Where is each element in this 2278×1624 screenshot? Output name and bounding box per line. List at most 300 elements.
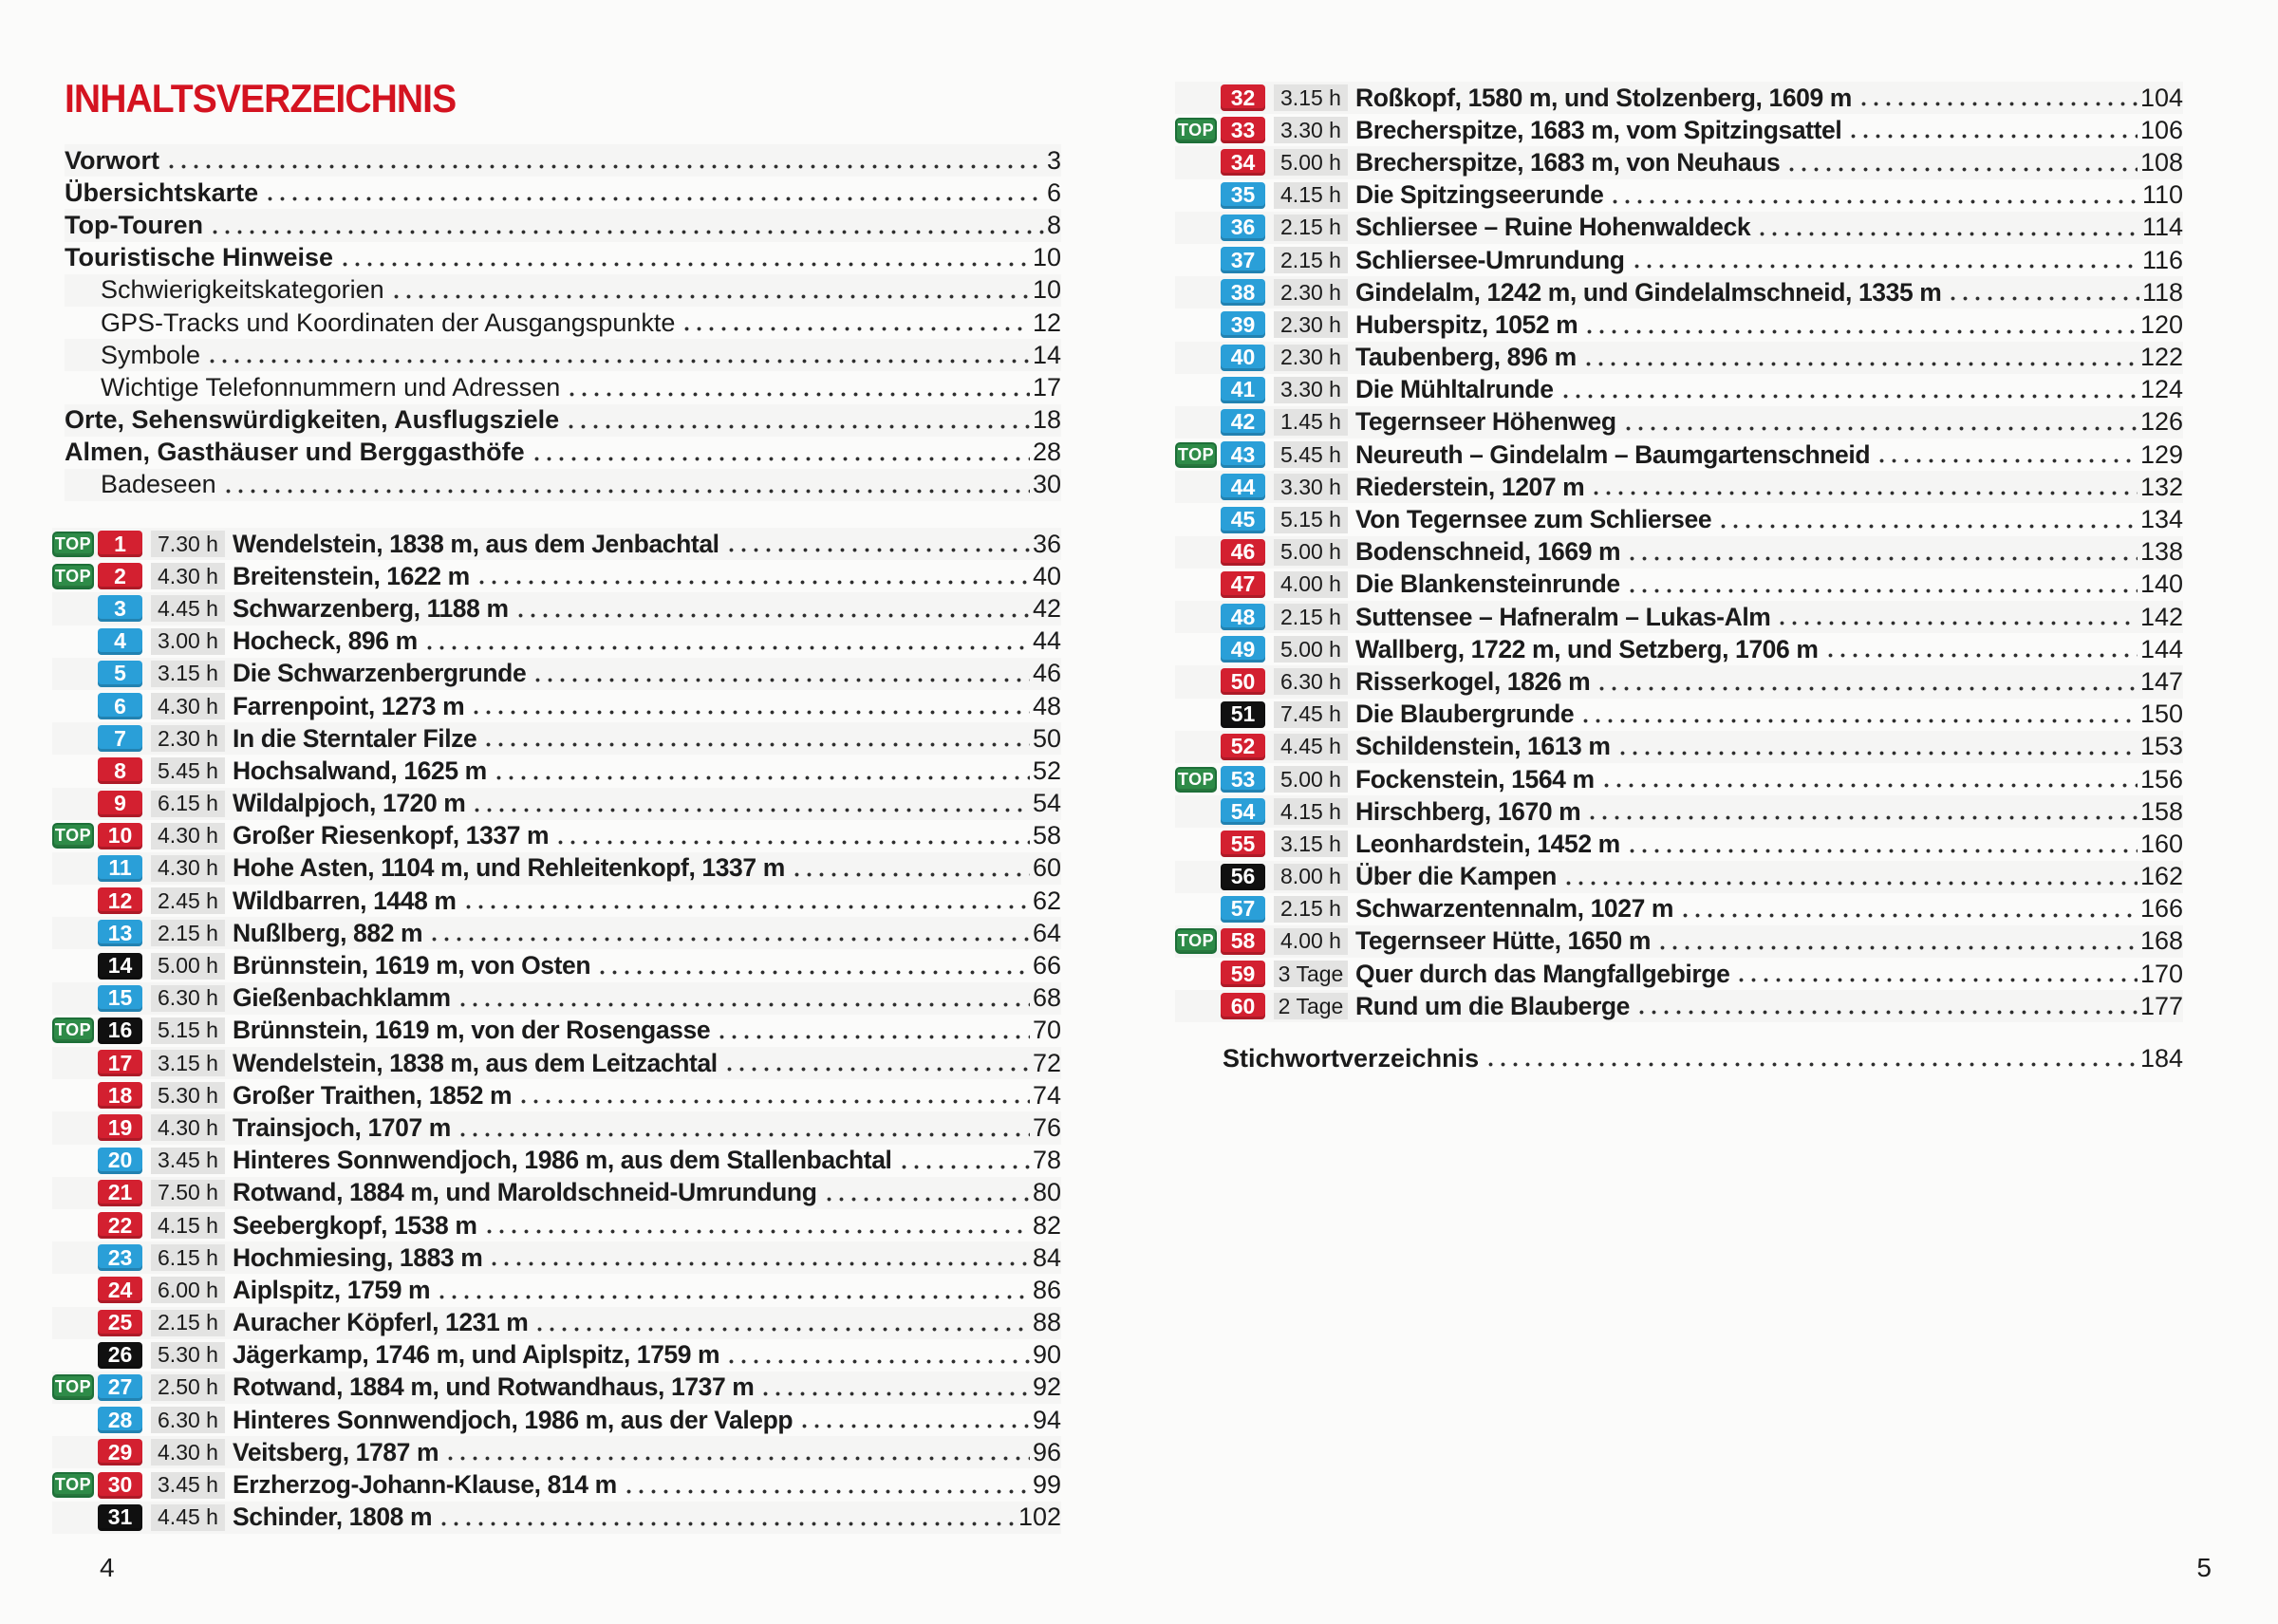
tour-page-number: 72 [1032, 1048, 1061, 1077]
tour-number-badge: 60 [1221, 993, 1265, 1019]
dotted-leader [209, 209, 1044, 241]
tour-page-number: 162 [2139, 862, 2183, 891]
tour-page-number: 90 [1032, 1340, 1061, 1370]
tour-duration: 5.30 h [151, 1342, 225, 1369]
dotted-leader [438, 1502, 1016, 1534]
tour-page-number: 116 [2141, 245, 2183, 274]
tour-number-badge: 40 [1221, 345, 1265, 371]
tour-duration: 4.30 h [151, 693, 225, 719]
dotted-leader [1776, 601, 2137, 633]
tour-number-badge: 41 [1221, 377, 1265, 403]
tour-page-number: 60 [1032, 853, 1061, 883]
tour-page-number: 92 [1032, 1372, 1061, 1402]
tour-row [52, 1111, 1061, 1144]
tour-duration: 4.30 h [151, 855, 225, 882]
tour-duration: 6.00 h [151, 1277, 225, 1303]
tour-number-badge: 56 [1221, 864, 1265, 890]
tour-number-badge: 12 [98, 887, 142, 914]
tour-row [1175, 763, 2183, 795]
tour-row [52, 690, 1061, 722]
tour-row [1175, 633, 2183, 665]
tour-page-number: 104 [2139, 83, 2183, 112]
page-title: INHALTSVERZEICHNIS [65, 76, 457, 121]
tour-name: Die Blankensteinrunde [1355, 569, 1620, 599]
tour-name: Gießenbachklamm [233, 983, 451, 1013]
dotted-leader [681, 307, 1030, 339]
tour-page-number: 52 [1032, 756, 1061, 785]
dotted-leader [1635, 990, 2138, 1022]
tour-duration: 3.30 h [1274, 117, 1348, 143]
tour-name: Die Blaubergrunde [1355, 700, 1575, 729]
dotted-leader [532, 658, 1030, 690]
tour-page-number: 118 [2141, 277, 2183, 307]
tour-duration: 6.15 h [151, 1244, 225, 1271]
tour-row [1175, 244, 2183, 276]
tour-row [1175, 925, 2183, 958]
tour-row [1175, 179, 2183, 212]
tour-name: Huberspitz, 1052 m [1355, 309, 1578, 339]
toc-entry-page: 10 [1032, 243, 1061, 272]
tour-row [52, 917, 1061, 949]
top-badge-cell [52, 823, 94, 849]
dotted-leader [1947, 276, 2139, 308]
tour-duration: 4.30 h [151, 1114, 225, 1141]
toc-entry-label: GPS-Tracks und Koordinaten der Ausgangspunkte [101, 308, 676, 337]
tour-name: Hinteres Sonnwendjoch, 1986 m, aus dem Stallenbachtal [233, 1146, 892, 1175]
tour-duration: 4.15 h [1274, 182, 1348, 209]
dotted-leader [1876, 439, 2138, 471]
tour-page-number: 126 [2139, 407, 2183, 437]
tour-page-number: 110 [2141, 180, 2183, 210]
toc-entry-label: Übersichtskarte [65, 177, 259, 207]
tour-number-badge: 50 [1221, 668, 1265, 695]
top-badge-cell [52, 1472, 94, 1498]
tour-name: Farrenpoint, 1273 m [233, 691, 465, 720]
tour-row [52, 982, 1061, 1015]
tour-page-number: 114 [2141, 213, 2183, 242]
toc-entry-page: 17 [1032, 372, 1061, 401]
tour-page-number: 40 [1032, 561, 1061, 590]
toc-entry-page: 30 [1032, 470, 1061, 499]
tour-number-badge: 11 [98, 855, 142, 882]
tour-page-number: 140 [2139, 569, 2183, 599]
tour-name: Wildalpjoch, 1720 m [233, 789, 466, 818]
tour-number-badge: 42 [1221, 409, 1265, 436]
tour-number-badge: 15 [98, 985, 142, 1012]
dotted-leader [1735, 958, 2138, 990]
tour-name: Bodenschneid, 1669 m [1355, 537, 1621, 567]
dotted-leader [725, 1339, 1030, 1372]
dotted-leader [222, 469, 1030, 501]
tour-name: In die Sterntaler Filze [233, 723, 477, 753]
tour-name: Rotwand, 1884 m, und Rotwandhaus, 1737 m [233, 1372, 755, 1402]
dotted-leader [488, 1241, 1030, 1274]
tour-row [1175, 861, 2183, 893]
toc-entry [65, 371, 1061, 403]
tour-row [52, 1145, 1061, 1177]
tour-name: Wallberg, 1722 m, und Setzberg, 1706 m [1355, 634, 1819, 663]
tour-row [52, 1502, 1061, 1534]
dotted-leader [165, 144, 1044, 177]
dotted-leader [1679, 893, 2138, 925]
tour-duration: 3.45 h [151, 1472, 225, 1499]
tour-duration: 2.30 h [1274, 279, 1348, 306]
dotted-leader [1616, 731, 2138, 763]
dotted-leader [339, 242, 1030, 274]
tour-row [1175, 146, 2183, 178]
tour-page-number: 50 [1032, 723, 1061, 753]
tour-name: Großer Traithen, 1852 m [233, 1080, 513, 1110]
top-badge: TOP [52, 564, 94, 589]
tour-duration: 2.15 h [151, 1310, 225, 1336]
tour-row [52, 1468, 1061, 1501]
dotted-leader [444, 1436, 1030, 1468]
index-entry-page: 184 [2139, 1043, 2183, 1073]
page-right [1175, 0, 2212, 1624]
tour-page-number: 80 [1032, 1178, 1061, 1207]
tour-duration: 2.15 h [1274, 247, 1348, 273]
tour-duration: 5.00 h [1274, 766, 1348, 793]
dotted-leader [798, 1404, 1030, 1436]
dotted-leader [390, 274, 1030, 307]
tour-duration: 5.00 h [151, 953, 225, 980]
dotted-leader [1858, 82, 2138, 114]
tour-row [1175, 569, 2183, 601]
tour-page-number: 170 [2139, 959, 2183, 988]
tour-row [1175, 828, 2183, 860]
tour-row [52, 560, 1061, 592]
tour-name: Die Spitzingseerunde [1355, 180, 1604, 210]
tour-page-number: 120 [2139, 309, 2183, 339]
tour-row [52, 1015, 1061, 1047]
tour-row [1175, 503, 2183, 535]
dotted-leader [1583, 308, 2138, 341]
toc-entry-page: 10 [1032, 275, 1061, 305]
tour-name: Taubenberg, 896 m [1355, 343, 1577, 372]
tour-page-number: 129 [2139, 439, 2183, 469]
tour-number-badge: 38 [1221, 279, 1265, 306]
tour-name: Schliersee – Ruine Hohenwaldeck [1355, 213, 1751, 242]
tour-number-badge: 30 [98, 1472, 142, 1499]
tour-name: Schliersee-Umrundung [1355, 245, 1625, 274]
tour-number-badge: 7 [98, 725, 142, 752]
dotted-leader [470, 690, 1030, 722]
dotted-leader [1582, 342, 2138, 374]
tour-number-badge: 21 [98, 1180, 142, 1206]
tour-page-number: 74 [1032, 1080, 1061, 1110]
tour-row [1175, 342, 2183, 374]
toc-entry [65, 242, 1061, 274]
tour-duration: 3.15 h [1274, 831, 1348, 857]
dotted-leader [1626, 536, 2138, 569]
tour-page-number: 66 [1032, 951, 1061, 980]
page-folio-left: 4 [100, 1553, 115, 1582]
toc-entry [65, 274, 1061, 307]
tour-name: Schildenstein, 1613 m [1355, 732, 1611, 761]
tour-number-badge: 36 [1221, 215, 1265, 241]
dotted-leader [482, 722, 1030, 755]
tour-name: Schwarzentennalm, 1027 m [1355, 894, 1674, 924]
tour-page-number: 46 [1032, 659, 1061, 688]
tour-number-badge: 45 [1221, 507, 1265, 533]
tour-page-number: 147 [2139, 666, 2183, 696]
top-badge: TOP [1175, 442, 1217, 468]
dotted-leader [531, 437, 1030, 469]
tour-row [52, 658, 1061, 690]
tour-row [52, 820, 1061, 852]
tour-row [1175, 893, 2183, 925]
tour-page-number: 108 [2139, 147, 2183, 177]
tour-name: Brünnstein, 1619 m, von der Rosengasse [233, 1016, 711, 1045]
tour-name: Leonhardstein, 1452 m [1355, 829, 1620, 858]
tour-page-number: 150 [2139, 700, 2183, 729]
tour-page-number: 142 [2139, 602, 2183, 631]
tour-row [52, 1307, 1061, 1339]
tour-name: Schwarzenberg, 1188 m [233, 593, 509, 623]
tour-row [1175, 990, 2183, 1022]
tour-name: Hocheck, 896 m [233, 626, 418, 656]
dotted-leader [457, 982, 1030, 1015]
tour-duration: 2.30 h [151, 725, 225, 752]
tour-name: Wildbarren, 1448 m [233, 886, 457, 915]
tour-name: Schinder, 1808 m [233, 1503, 433, 1532]
tour-name: Die Schwarzenbergrunde [233, 659, 527, 688]
toc-entry-label: Wichtige Telefonnummern und Adressen [101, 372, 561, 401]
tour-duration: 6.15 h [151, 791, 225, 817]
toc-entry-page: 12 [1032, 308, 1061, 337]
top-badge: TOP [1175, 767, 1217, 793]
tour-name: Brecherspitze, 1683 m, von Neuhaus [1355, 147, 1781, 177]
tour-duration: 4.30 h [151, 823, 225, 849]
tour-number-badge: 9 [98, 791, 142, 817]
tour-row [1175, 114, 2183, 146]
dotted-leader [1590, 471, 2138, 503]
tour-row [52, 1177, 1061, 1209]
dotted-leader [565, 404, 1030, 437]
tour-page-number: 76 [1032, 1112, 1061, 1142]
tour-number-badge: 57 [1221, 896, 1265, 923]
top-badge-cell [1175, 767, 1217, 793]
dotted-leader [1847, 114, 2138, 146]
toc-entry-page: 28 [1032, 438, 1061, 467]
tour-number-badge: 16 [98, 1017, 142, 1044]
tour-name: Hochsalwand, 1625 m [233, 756, 487, 785]
dotted-leader [1600, 763, 2138, 795]
tour-page-number: 44 [1032, 626, 1061, 656]
tour-duration: 5.00 h [1274, 636, 1348, 663]
dotted-leader [823, 1177, 1030, 1209]
dotted-leader [1626, 569, 2138, 601]
tour-name: Hochmiesing, 1883 m [233, 1242, 483, 1272]
tour-duration: 3.45 h [151, 1148, 225, 1174]
tour-page-number: 134 [2139, 505, 2183, 534]
toc-entry-label: Schwierigkeitskategorien [101, 275, 384, 305]
tour-name: Neureuth – Gindelalm – Baumgartenschneid [1355, 439, 1871, 469]
toc-entry-page: 14 [1032, 340, 1061, 369]
tour-page-number: 36 [1032, 529, 1061, 558]
tour-number-badge: 27 [98, 1374, 142, 1401]
tour-duration: 2.15 h [151, 920, 225, 946]
toc-entry [65, 307, 1061, 339]
tour-number-badge: 14 [98, 953, 142, 980]
tour-row [52, 722, 1061, 755]
tour-number-badge: 44 [1221, 474, 1265, 500]
tour-name: Jägerkamp, 1746 m, und Aiplspitz, 1759 m [233, 1340, 720, 1370]
tour-number-badge: 35 [1221, 182, 1265, 209]
tour-list-right [1175, 82, 2183, 1022]
tour-row [1175, 276, 2183, 308]
tour-page-number: 70 [1032, 1016, 1061, 1045]
dotted-leader [206, 339, 1030, 371]
tour-row [1175, 699, 2183, 731]
dotted-leader [476, 560, 1030, 592]
tour-page-number: 122 [2139, 343, 2183, 372]
tour-name: Die Mühltalrunde [1355, 375, 1554, 404]
tour-page-number: 153 [2139, 732, 2183, 761]
dotted-leader [566, 371, 1030, 403]
tour-duration: 5.45 h [151, 757, 225, 784]
tour-number-badge: 17 [98, 1050, 142, 1076]
tour-duration: 4.45 h [151, 595, 225, 622]
tour-number-badge: 58 [1221, 928, 1265, 955]
tour-row [1175, 374, 2183, 406]
tour-number-badge: 43 [1221, 441, 1265, 468]
tour-duration: 5.30 h [151, 1082, 225, 1109]
dotted-leader [457, 1111, 1030, 1144]
tour-row [1175, 665, 2183, 698]
tour-row [52, 1339, 1061, 1372]
tour-page-number: 177 [2139, 991, 2183, 1020]
tour-row [52, 1209, 1061, 1241]
tour-duration: 4.15 h [151, 1212, 225, 1239]
tour-row [1175, 795, 2183, 828]
tour-duration: 3.15 h [1274, 84, 1348, 111]
tour-number-badge: 18 [98, 1082, 142, 1109]
tour-row [1175, 82, 2183, 114]
tour-duration: 1.45 h [1274, 409, 1348, 436]
dotted-leader [514, 592, 1030, 625]
toc-entry [65, 437, 1061, 469]
dotted-leader [1824, 633, 2138, 665]
toc-entry-label: Orte, Sehenswürdigkeiten, Ausflugsziele [65, 405, 560, 435]
tour-number-badge: 5 [98, 661, 142, 687]
tour-page-number: 156 [2139, 764, 2183, 793]
page-left [52, 0, 1061, 1624]
tour-duration: 2.50 h [151, 1374, 225, 1401]
tour-duration: 7.30 h [151, 531, 225, 557]
tour-name: Brünnstein, 1619 m, von Osten [233, 951, 591, 980]
tour-number-badge: 26 [98, 1342, 142, 1369]
front-matter-list [65, 144, 1061, 501]
toc-entry [65, 339, 1061, 371]
tour-row [1175, 308, 2183, 341]
tour-duration: 4.00 h [1274, 571, 1348, 598]
tour-number-badge: 51 [1221, 701, 1265, 728]
tour-duration: 3.15 h [151, 1050, 225, 1076]
tour-page-number: 48 [1032, 691, 1061, 720]
tour-duration: 4.45 h [151, 1504, 225, 1531]
tour-number-badge: 10 [98, 823, 142, 849]
tour-duration: 2.15 h [1274, 896, 1348, 923]
tour-duration: 6.30 h [151, 985, 225, 1012]
tour-name: Von Tegernsee zum Schliersee [1355, 505, 1712, 534]
top-badge-cell [1175, 928, 1217, 954]
tour-number-badge: 19 [98, 1114, 142, 1141]
dotted-leader [462, 885, 1030, 917]
dotted-leader [1559, 374, 2138, 406]
dotted-leader [1756, 212, 2139, 244]
toc-entry [65, 177, 1061, 209]
tour-row [1175, 471, 2183, 503]
tour-duration: 2.30 h [1274, 345, 1348, 371]
tour-name: Suttensee – Hafneralm – Lukas-Alm [1355, 602, 1771, 631]
tour-number-badge: 31 [98, 1504, 142, 1531]
dotted-leader [1717, 503, 2138, 535]
dotted-leader [716, 1015, 1030, 1047]
tour-duration: 3.00 h [151, 628, 225, 655]
index-entry [1223, 1042, 2183, 1074]
tour-number-badge: 25 [98, 1310, 142, 1336]
toc-entry-page: 8 [1046, 210, 1061, 239]
tour-page-number: 68 [1032, 983, 1061, 1013]
top-badge-cell [1175, 118, 1217, 143]
top-badge: TOP [52, 823, 94, 849]
tour-number-badge: 8 [98, 757, 142, 784]
toc-entry-label: Symbole [101, 340, 201, 369]
tour-page-number: 94 [1032, 1405, 1061, 1434]
tour-number-badge: 2 [98, 563, 142, 589]
top-badge-cell [1175, 442, 1217, 468]
tour-name: Roßkopf, 1580 m, und Stolzenberg, 1609 m [1355, 83, 1852, 112]
tour-page-number: 102 [1018, 1503, 1061, 1532]
tour-duration: 2.45 h [151, 887, 225, 914]
top-badge-cell [52, 1374, 94, 1400]
tour-number-badge: 20 [98, 1148, 142, 1174]
dotted-leader [1579, 699, 2138, 731]
top-badge-cell [52, 564, 94, 589]
tour-duration: 5.00 h [1274, 149, 1348, 176]
tour-duration: 2 Tage [1274, 993, 1348, 1019]
dotted-leader [1626, 828, 2138, 860]
tour-page-number: 96 [1032, 1437, 1061, 1466]
tour-duration: 4.30 h [151, 563, 225, 589]
tour-duration: 7.45 h [1274, 701, 1348, 728]
tour-duration: 4.15 h [1274, 798, 1348, 825]
tour-page-number: 88 [1032, 1308, 1061, 1337]
tour-number-badge: 39 [1221, 311, 1265, 338]
top-badge: TOP [1175, 118, 1217, 143]
tour-duration: 2.30 h [1274, 311, 1348, 338]
tour-row [52, 1047, 1061, 1079]
tour-page-number: 86 [1032, 1275, 1061, 1304]
tour-duration: 6.30 h [151, 1407, 225, 1433]
tour-duration: 2.15 h [1274, 215, 1348, 241]
dotted-leader [1586, 795, 2138, 828]
tour-duration: 4.45 h [1274, 734, 1348, 760]
tour-duration: 8.00 h [1274, 864, 1348, 890]
tour-duration: 3.30 h [1274, 377, 1348, 403]
tour-row [52, 1404, 1061, 1436]
tour-number-badge: 1 [98, 531, 142, 557]
top-badge-cell [52, 532, 94, 557]
tour-number-badge: 54 [1221, 798, 1265, 825]
tour-number-badge: 46 [1221, 539, 1265, 566]
tour-page-number: 166 [2139, 894, 2183, 924]
top-badge: TOP [52, 1017, 94, 1043]
toc-entry-label: Touristische Hinweise [65, 243, 334, 272]
tour-name: Riederstein, 1207 m [1355, 472, 1585, 501]
tour-number-badge: 28 [98, 1407, 142, 1433]
